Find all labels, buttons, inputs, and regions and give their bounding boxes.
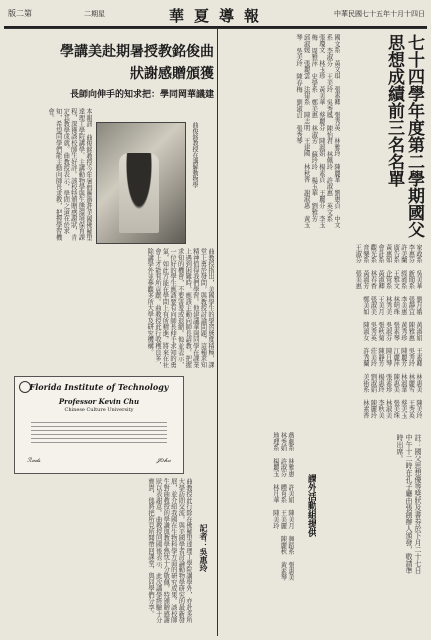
- professor-figure: [119, 153, 159, 233]
- name-list-lower: 家政系 吳美華 劉月娥 黃淑娟 王素卿 林惠美 陳美玲 李惠芬 新聞系 張靜宜 陳雅惠 吳秀玲 林麗雪 王秀英 許美蘭 經濟系 李美惠 黃秀珍 陳麗芳 林淑華 蔡美玉 廣告系 王雅文 林明珠 張素琴 江麗萍 陳惠美 張美珠 黃惠如 企管系 林秀美 吳淑芬 陳月琴 張素珍 林淑美 會計系 黃淑卿 王美月 張秋菊 陳靜芳 楊惠玲 李秋美 觀光系 林春香 張淑美 吳秀英 莊美玲 劉淑娟 陳麗玲 音樂系 黃淑芳 鄭美如 陳淑女 許秀蘭 美術系 林素香 王淑芬 張美惠: [354, 244, 422, 419]
- column-rule: [217, 28, 218, 636]
- provider-credit: 課外活動組提供: [306, 474, 316, 537]
- name-list-upper: 國文系 黃文琪 張素卿 張秀英 林雅玲 陳麗華 劉惠貞 中文系 李淑芬 王美玲 吳秀鳳 陳怡君 林佩玲 許淑惠 英文系 張瓊文 林玉珍 黃美華 蔡麗芬 陳淑娟 楊素貞 王麗芬 李玉梅 周雅萍 史學系 鄭美惠 林淑芳 蘇玲玲 楊玉華 劉雅芳 邱淑媛 張麗雲 法律系 陳志明 王建國 林秋香 謝淑惠 黃玉琴 吳美玲 陳春梅 劉淑貞 張秀琴: [295, 34, 340, 228]
- article-photo: [96, 122, 186, 244]
- signature-right: 𝒥𝑜𝒽𝓃: [156, 457, 171, 464]
- byline: 記者：吳惠玲: [199, 524, 209, 572]
- header-rule: [4, 28, 427, 29]
- article-body-a: 本報訊 曲俊銘教授今年暑假應邀赴美國佛羅里達理工學院講學，主講動物學與生態環境保育課程，深獲該校師生好評。該校特頒贈感謝狀，肯定其教學成就。曲教授表示，學問之道在於求知，希望同學們能主動向師長求教，把握學習機會。: [47, 108, 92, 241]
- masthead-title: 華夏導報: [169, 7, 270, 25]
- right-headline: 七十四學年度第二學期國父思想成績前三名名單: [384, 34, 424, 238]
- certificate-image: [14, 376, 184, 474]
- left-headline: 學講美赴期暑授教銘俊曲: [60, 44, 214, 60]
- masthead-bar: [4, 4, 427, 28]
- left-kicker: 長師向伸手的知求把：學同岡華議建: [69, 90, 214, 100]
- left-subhead: 狀謝感贈頒獲: [130, 66, 214, 82]
- note: 註：國父思想優等獎狀及書券於下月二十七日中午十二時在孔子廳由張創辦人頒發，敬請準時出席。: [396, 434, 422, 574]
- article-body-b: 曲教授指出，美國學生的學習態度積極，課堂上勇於發問，與教授討論問題，這種求知精神值得我們學習。他建議華岡同學在課業上遇到困難時，應該主動向師長請教，把握求知的機會，不要害羞或退縮。他並表示，一位好的學生應該要有向師長伸手求知的勇氣，如此方能在學問上有所精進，將來在社會上才能有所貢獻。曲教授此行收穫良多，除講學外並參觀多所大學及研究機構。: [146, 248, 214, 368]
- certificate-text-lines: [31, 419, 167, 445]
- photo-caption: 曲俊銘教授在講解動物學: [191, 122, 198, 188]
- signature-left: ℛ𝓊𝒹𝓈: [27, 457, 41, 464]
- certificate-university: Chinese Culture University: [64, 407, 134, 413]
- page-label-mid: 二期星: [84, 10, 105, 18]
- certificate-institution: Florida Institute of Technology: [29, 382, 169, 392]
- issue-date: 中華民國七十五年十月十四日: [334, 10, 425, 18]
- name-list-bottom: 戲劇系 林雅惠 許美娟 陳美月 舞蹈系 張惠美 林秀娟 許淑芬 體育系 王美麗 陳麗秋 黃素琴 地理系 楊麗玉 林月華 陳美玲: [271, 432, 294, 581]
- article-body-c: 曲教授此行除在佛羅里達理工學院講學外，亦赴多所大學訪問交流，與美國學者討論動物學研究的最新發展，並介紹我國在生物科學方面的研究成果。該校師生對曲教授的學識與教學熱忱十分敬佩，特頒贈感謝狀以表謝意。曲教授回國後表示，此次講學經驗十分寶貴，他將把所見所聞帶回課堂，與同學們分享。: [147, 478, 192, 623]
- newspaper-page: [4, 4, 427, 636]
- certificate-name: Professor Kevin Chu: [58, 397, 140, 406]
- page-label-left: 版二第: [8, 9, 32, 18]
